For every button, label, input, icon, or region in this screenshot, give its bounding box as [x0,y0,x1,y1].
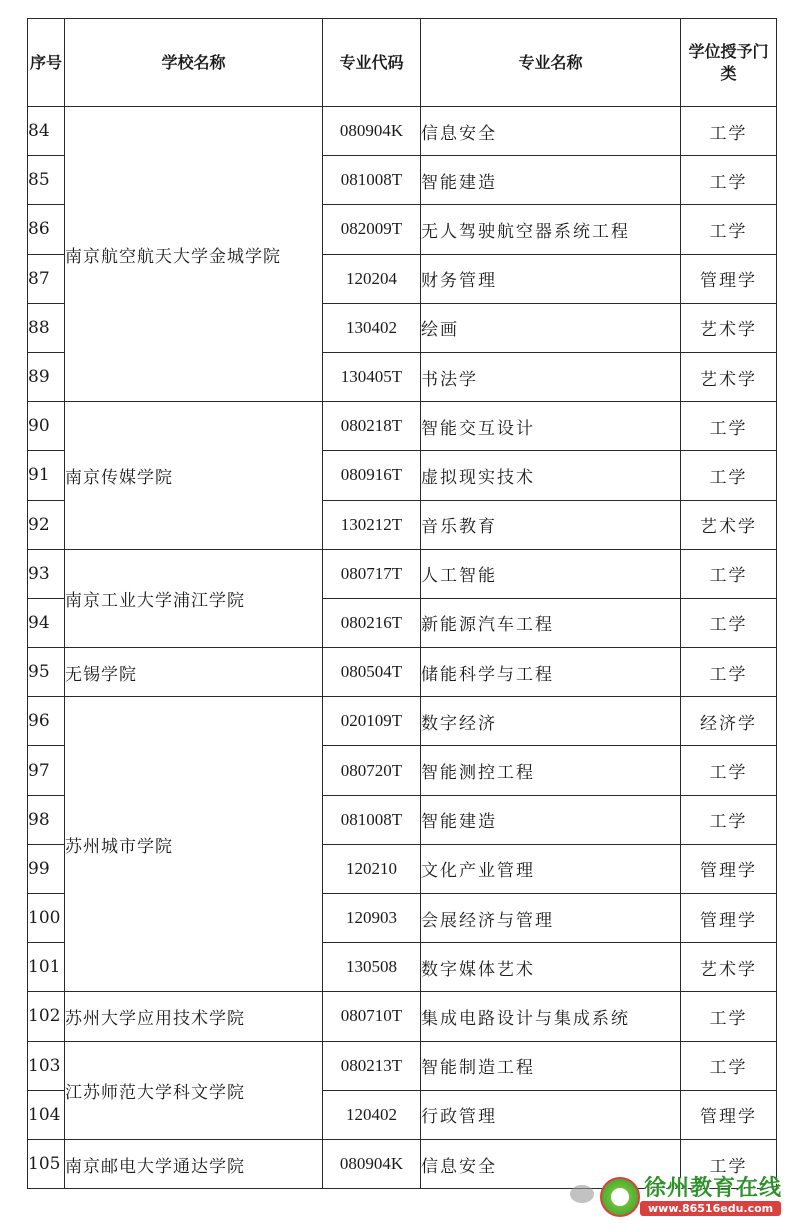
table-body [28,107,777,1189]
seq-cell: 93 [28,549,65,598]
school-cell: 无锡学院 [65,648,323,697]
category-cell: 管理学 [681,894,777,943]
category-cell: 工学 [681,205,777,254]
code-cell: 080218T [323,402,421,451]
table-row [28,402,777,451]
major-cell: 会展经济与管理 [421,894,681,943]
category-cell: 管理学 [681,254,777,303]
category-cell: 工学 [681,107,777,156]
category-cell: 工学 [681,156,777,205]
category-cell: 管理学 [681,844,777,893]
school-cell: 江苏师范大学科文学院 [65,1041,323,1139]
header-major: 专业名称 [421,19,681,107]
table-row [28,1041,777,1090]
category-cell: 工学 [681,1041,777,1090]
major-cell: 无人驾驶航空器系统工程 [421,205,681,254]
code-cell: 120204 [323,254,421,303]
major-cell: 绘画 [421,303,681,352]
category-cell: 经济学 [681,697,777,746]
code-cell: 080916T [323,451,421,500]
seq-cell: 105 [28,1139,65,1188]
table-row [28,549,777,598]
seq-cell: 85 [28,156,65,205]
code-cell: 130405T [323,352,421,401]
watermark-title: 徐州教育在线 [644,1176,783,1201]
seq-cell: 89 [28,352,65,401]
table-row [28,107,777,156]
seq-cell: 101 [28,943,65,992]
code-cell: 120402 [323,1090,421,1139]
code-cell: 130402 [323,303,421,352]
major-cell: 储能科学与工程 [421,648,681,697]
seq-cell: 87 [28,254,65,303]
header-school: 学校名称 [65,19,323,107]
seq-cell: 84 [28,107,65,156]
major-cell: 智能交互设计 [421,402,681,451]
major-cell: 信息安全 [421,107,681,156]
code-cell: 080216T [323,598,421,647]
code-cell: 120210 [323,844,421,893]
school-cell: 南京工业大学浦江学院 [65,549,323,647]
code-cell: 080504T [323,648,421,697]
category-cell: 艺术学 [681,303,777,352]
category-cell: 工学 [681,549,777,598]
code-cell: 080213T [323,1041,421,1090]
category-cell: 工学 [681,795,777,844]
code-cell: 081008T [323,156,421,205]
seq-cell: 96 [28,697,65,746]
header-code: 专业代码 [323,19,421,107]
code-cell: 080904K [323,1139,421,1188]
seq-cell: 92 [28,500,65,549]
major-cell: 行政管理 [421,1090,681,1139]
category-cell: 艺术学 [681,352,777,401]
category-cell: 工学 [681,1139,777,1188]
category-cell: 艺术学 [681,500,777,549]
category-cell: 工学 [681,402,777,451]
seq-cell: 90 [28,402,65,451]
header-seq: 序号 [28,19,65,107]
major-cell: 文化产业管理 [421,844,681,893]
major-cell: 书法学 [421,352,681,401]
major-cell: 智能建造 [421,156,681,205]
code-cell: 130508 [323,943,421,992]
header-row [28,19,777,107]
category-cell: 艺术学 [681,943,777,992]
seq-cell: 102 [28,992,65,1041]
seq-cell: 95 [28,648,65,697]
major-cell: 新能源汽车工程 [421,598,681,647]
category-cell: 工学 [681,598,777,647]
category-cell: 工学 [681,746,777,795]
school-cell: 南京航空航天大学金城学院 [65,107,323,402]
code-cell: 130212T [323,500,421,549]
major-cell: 数字经济 [421,697,681,746]
major-cell: 数字媒体艺术 [421,943,681,992]
table-row [28,648,777,697]
code-cell: 080720T [323,746,421,795]
table-row [28,992,777,1041]
major-cell: 虚拟现实技术 [421,451,681,500]
seq-cell: 99 [28,844,65,893]
seq-cell: 103 [28,1041,65,1090]
major-cell: 音乐教育 [421,500,681,549]
seq-cell: 86 [28,205,65,254]
watermark-url: www.86516edu.com [640,1201,781,1216]
wechat-icon [570,1185,594,1203]
major-cell: 人工智能 [421,549,681,598]
category-cell: 工学 [681,451,777,500]
code-cell: 080710T [323,992,421,1041]
school-cell: 南京传媒学院 [65,402,323,550]
logo-icon [600,1177,640,1217]
school-cell: 苏州大学应用技术学院 [65,992,323,1041]
major-cell: 智能测控工程 [421,746,681,795]
seq-cell: 100 [28,894,65,943]
major-cell: 财务管理 [421,254,681,303]
seq-cell: 94 [28,598,65,647]
major-cell: 智能建造 [421,795,681,844]
seq-cell: 97 [28,746,65,795]
major-cell: 信息安全 [421,1139,681,1188]
majors-table [27,18,777,1189]
code-cell: 080904K [323,107,421,156]
code-cell: 081008T [323,795,421,844]
seq-cell: 88 [28,303,65,352]
header-category: 学位授予门类 [681,19,777,107]
code-cell: 020109T [323,697,421,746]
code-cell: 080717T [323,549,421,598]
school-cell: 苏州城市学院 [65,697,323,992]
category-cell: 工学 [681,992,777,1041]
major-cell: 智能制造工程 [421,1041,681,1090]
major-cell: 集成电路设计与集成系统 [421,992,681,1041]
seq-cell: 91 [28,451,65,500]
category-cell: 管理学 [681,1090,777,1139]
watermark [564,1169,794,1221]
school-cell: 南京邮电大学通达学院 [65,1139,323,1188]
code-cell: 082009T [323,205,421,254]
category-cell: 工学 [681,648,777,697]
code-cell: 120903 [323,894,421,943]
table-row [28,697,777,746]
seq-cell: 104 [28,1090,65,1139]
seq-cell: 98 [28,795,65,844]
